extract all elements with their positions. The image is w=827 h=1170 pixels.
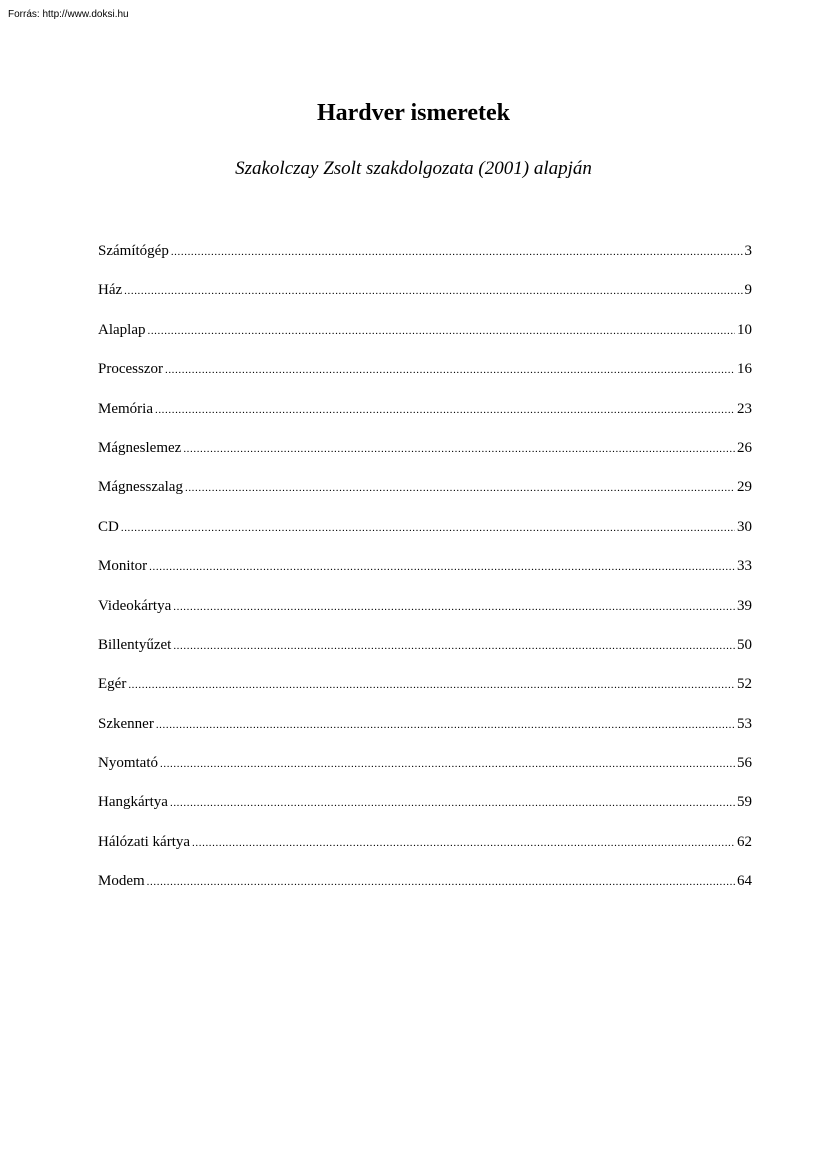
- toc-entry-title: Alaplap: [98, 321, 146, 338]
- toc-dot-leader: [155, 400, 735, 420]
- toc-entry-page-number: 16: [737, 361, 752, 378]
- toc-entry[interactable]: [98, 635, 752, 674]
- toc-entry[interactable]: [98, 399, 752, 438]
- toc-entry-title: Szkenner: [98, 715, 154, 732]
- toc-entry-page-number: 9: [744, 282, 752, 299]
- toc-entry-title: Videokártya: [98, 597, 172, 614]
- toc-entry-title: Mágnesszalag: [98, 479, 183, 496]
- toc-entry-title: CD: [98, 518, 119, 535]
- toc-entry-page-number: 30: [737, 518, 752, 535]
- toc-entry[interactable]: [98, 241, 752, 280]
- toc-entry-title: Egér: [98, 676, 127, 693]
- toc-dot-leader: [165, 360, 735, 380]
- toc-entry-title: Modem: [98, 873, 145, 890]
- toc-entry[interactable]: [98, 438, 752, 477]
- toc-entry-title: Ház: [98, 282, 123, 299]
- toc-entry[interactable]: [98, 674, 752, 713]
- toc-entry[interactable]: [98, 714, 752, 753]
- toc-entry[interactable]: [98, 359, 752, 398]
- toc-entry-title: Monitor: [98, 558, 148, 575]
- toc-dot-leader: [160, 754, 735, 774]
- toc-entry[interactable]: [98, 596, 752, 635]
- toc-dot-leader: [171, 242, 743, 262]
- toc-entry-page-number: 29: [737, 479, 752, 496]
- toc-dot-leader: [170, 793, 735, 813]
- toc-entry[interactable]: [98, 517, 752, 556]
- toc-dot-leader: [121, 518, 735, 538]
- toc-entry[interactable]: [98, 871, 752, 910]
- toc-dot-leader: [173, 636, 735, 656]
- toc-entry[interactable]: [98, 832, 752, 871]
- toc-entry[interactable]: [98, 556, 752, 595]
- toc-entry-page-number: 62: [737, 833, 752, 850]
- toc-entry-page-number: 59: [737, 794, 752, 811]
- document-subtitle: Szakolczay Zsolt szakdolgozata (2001) alapján: [235, 158, 592, 179]
- toc-entry[interactable]: [98, 320, 752, 359]
- toc-dot-leader: [192, 833, 735, 853]
- toc-dot-leader: [173, 597, 735, 617]
- toc-dot-leader: [124, 281, 742, 301]
- toc-entry-page-number: 50: [737, 636, 752, 653]
- toc-entry-page-number: 39: [737, 597, 752, 614]
- toc-entry-page-number: 56: [737, 755, 752, 772]
- document-title: Hardver ismeretek: [316, 100, 511, 126]
- toc-entry-page-number: 52: [737, 676, 752, 693]
- toc-entry-title: Memória: [98, 400, 153, 417]
- source-note: Forrás: http://www.doksi.hu: [8, 9, 129, 20]
- toc-entry-title: Nyomtató: [98, 755, 158, 772]
- toc-entry-page-number: 64: [737, 873, 752, 890]
- toc-dot-leader: [185, 478, 735, 498]
- toc-entry-page-number: 33: [737, 558, 752, 575]
- toc-entry[interactable]: [98, 477, 752, 516]
- toc-entry[interactable]: [98, 280, 752, 319]
- toc-entry-title: Billentyűzet: [98, 636, 172, 653]
- toc-dot-leader: [128, 675, 735, 695]
- toc-entry-title: Mágneslemez: [98, 439, 182, 456]
- toc-entry-title: Processzor: [98, 361, 163, 378]
- toc-entry-title: Hálózati kártya: [98, 833, 191, 850]
- toc-entry-title: Hangkártya: [98, 794, 168, 811]
- toc-dot-leader: [147, 872, 735, 892]
- toc-dot-leader: [147, 321, 735, 341]
- toc-entry[interactable]: [98, 792, 752, 831]
- toc-entry-page-number: 53: [737, 715, 752, 732]
- toc-entry-page-number: 3: [744, 243, 752, 259]
- table-of-contents: [98, 241, 752, 911]
- toc-dot-leader: [183, 439, 735, 459]
- toc-entry-page-number: 23: [737, 400, 752, 417]
- toc-entry-title: Számítógép: [98, 243, 169, 259]
- toc-entry-page-number: 26: [737, 439, 752, 456]
- toc-entry[interactable]: [98, 753, 752, 792]
- toc-entry-page-number: 10: [737, 321, 752, 338]
- toc-dot-leader: [149, 557, 735, 577]
- toc-dot-leader: [156, 715, 735, 735]
